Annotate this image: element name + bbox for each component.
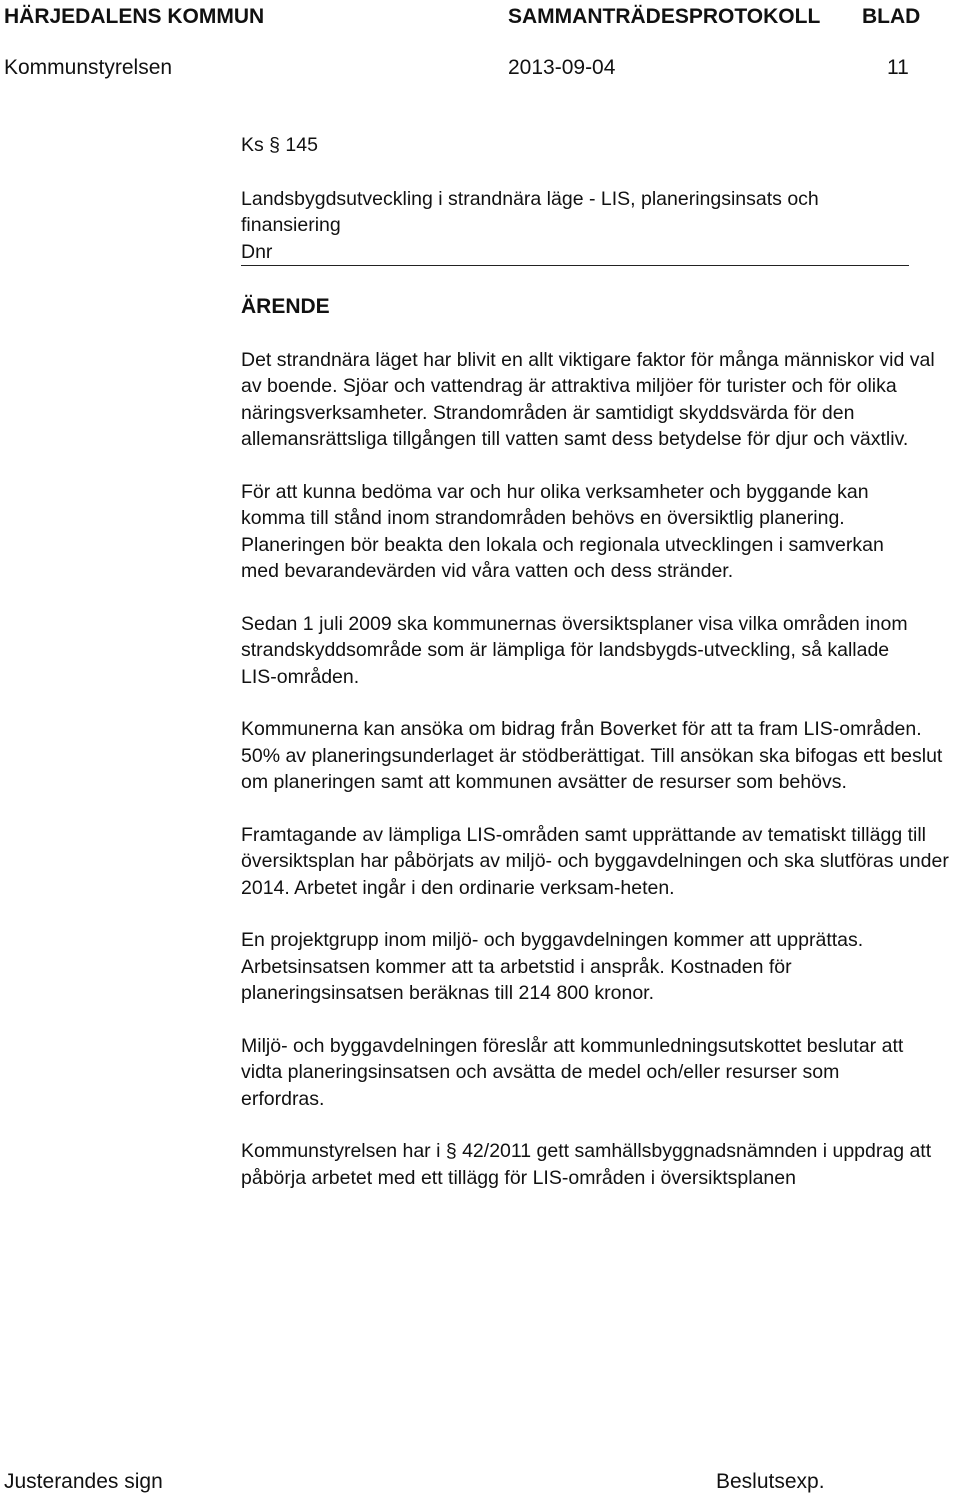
paragraph-6: En projektgrupp inom miljö- och byggavdelningen kommer att upprättas. Arbetsinsatsen kommer att ta arbetstid i anspråk. Kostnaden för planeringsinsatsen beräknas till 214 800 kronor.	[241, 929, 864, 1004]
paragraph-8: Kommunstyrelsen har i § 42/2011 gett samhällsbyggnadsnämnden i uppdrag att påbörja arbetet med ett tillägg för LIS-områden i översiktsplanen	[241, 1140, 932, 1189]
paragraph-1: Det strandnära läget har blivit en allt viktigare faktor för många människor vid val av boende. Sjöar och vattendrag är attraktiva miljöer för turister och för olika näringsverksamheter. Strandområden är samtidigt skyddsvärda för den allemansrättsliga tillgången till vatten samt dess betydelse för djur och växtliv.	[241, 348, 935, 450]
document-subheader	[0, 53, 960, 83]
section-heading: ÄRENDE	[241, 295, 330, 318]
case-title-line2: finansiering	[241, 214, 341, 236]
paragraph-5: Framtagande av lämpliga LIS-områden samt upprättande av tematiskt tillägg till översiktsplan har påbörjats av miljö- och byggavdelningen och ska slutföras under 2014. Arbetet ingår i den ordinarie verksam-heten.	[241, 823, 949, 899]
case-number: Ks § 145	[241, 134, 318, 156]
meeting-date: 2013-09-04	[508, 56, 616, 79]
document-type: SAMMANTRÄDESPROTOKOLL	[508, 5, 821, 28]
paragraph-3: Sedan 1 juli 2009 ska kommunernas översiktsplaner visa vilka områden inom strandskyddsområde som är lämpliga för landsbygds-utveckling, så kallade LIS-områden.	[241, 612, 908, 688]
case-title-block	[241, 186, 909, 267]
paragraph-4: Kommunerna kan ansöka om bidrag från Boverket för att ta fram LIS-områden. 50% av planeringsunderlaget är stödberättigat. Till ansökan ska bifogas ett beslut om planeringen samt att kommunen avsätter de resurser som behövs.	[241, 718, 943, 793]
document-footer	[0, 1467, 960, 1497]
dnr-label: Dnr	[241, 240, 273, 263]
document-header	[0, 2, 960, 32]
beslutsexp-label: Beslutsexp.	[716, 1470, 825, 1493]
case-title-line1: Landsbygdsutveckling i strandnära läge - LIS, planeringsinsats och	[241, 187, 819, 210]
justerandes-sign-label: Justerandes sign	[4, 1470, 163, 1493]
paragraph-2: För att kunna bedöma var och hur olika verksamheter och byggande kan komma till stånd inom strandområden behövs en översiktlig planering. Planeringen bör beakta den lokala och regionala utvecklingen i samverkan med bevarandevärden vid våra vatten och dess stränder.	[241, 480, 884, 582]
paragraph-7: Miljö- och byggavdelningen föreslår att kommunledningsutskottet beslutar att vidta planeringsinsatsen och avsätta de medel och/eller resurser som erfordras.	[241, 1034, 904, 1110]
page-label: BLAD	[862, 5, 921, 28]
page-number: 11	[887, 56, 909, 79]
municipality-name: HÄRJEDALENS KOMMUN	[4, 5, 265, 28]
committee-name: Kommunstyrelsen	[4, 56, 173, 79]
protocol-content	[241, 132, 956, 1217]
